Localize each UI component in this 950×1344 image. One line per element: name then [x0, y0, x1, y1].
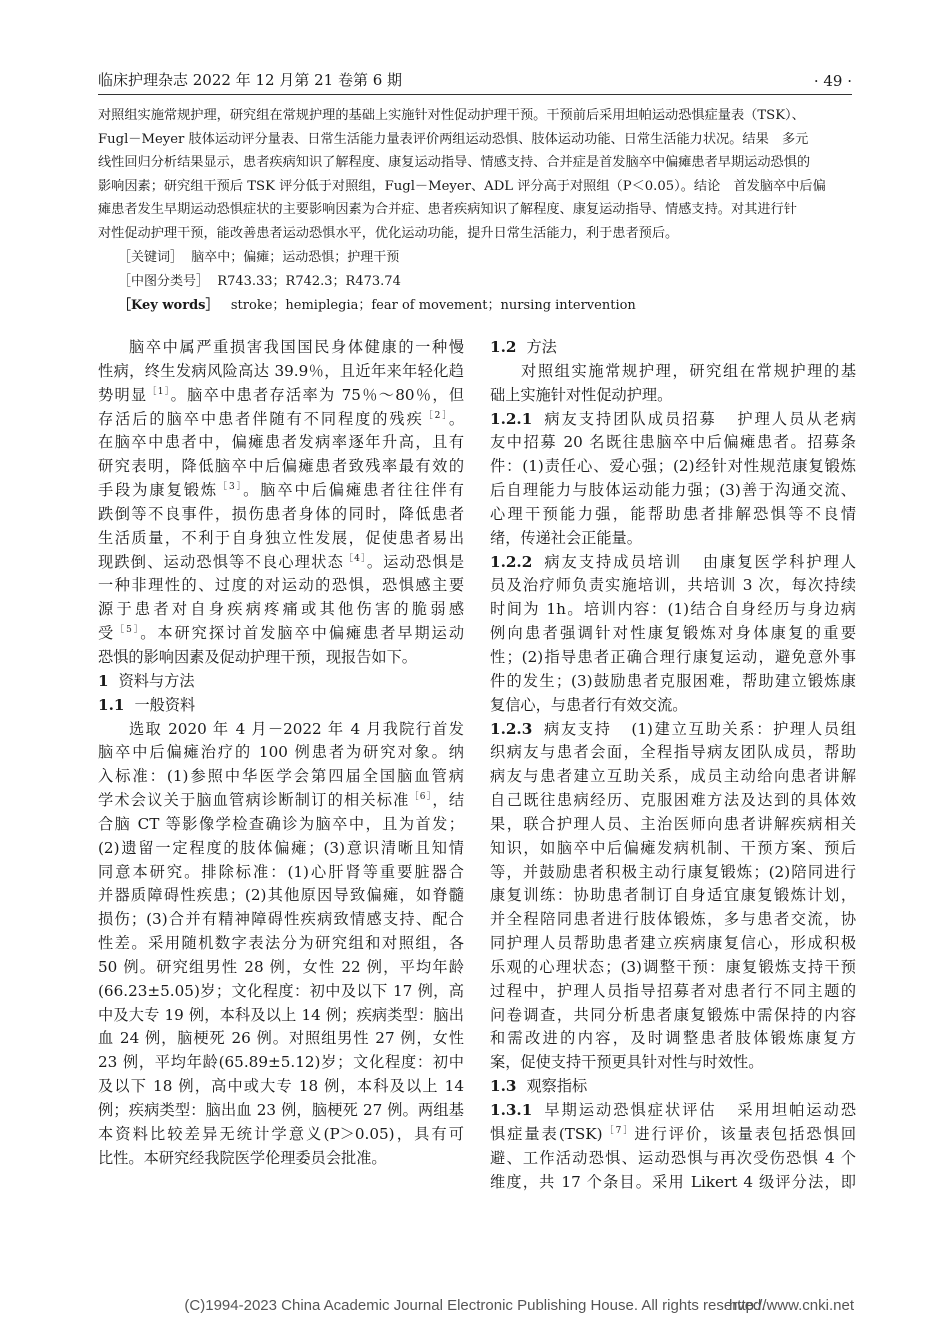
body-line: 生活质量，不利于自身独立性发展，促使患者易出 [98, 528, 464, 547]
left-column [98, 336, 464, 1171]
body-line: 并全程陪同患者进行肢体锻炼，多与患者交流，协 [490, 910, 856, 929]
keywords-en-label: ［Key words］ [118, 298, 219, 313]
body-line: 恐惧的影响因素及促动护理干预，现报告如下。 [98, 647, 417, 666]
body-line: 员及治疗师负责实施培训，共培训 3 次，每次持续 [490, 576, 856, 595]
body-line: 过程中，护理人员指导招募者对患者行不同主题的 [490, 981, 856, 1000]
abstract-line: 瘫患者发生早期运动恐惧症状的主要影响因素为合并症、患者疾病知识了解程度、康复运动指导、情感支持。对其进行针 [98, 202, 797, 218]
cnki-url[interactable]: http://www.cnki.net [728, 1297, 854, 1314]
abstract-line: 对性促动护理干预，能改善患者运动恐惧水平，优化运动功能，提升日常生活能力，利于患者预后。 [98, 225, 679, 241]
body-line: 一种非理性的、过度的对运动的恐惧，恐惧感主要 [98, 576, 464, 595]
body-line: 学术会议关于脑血管病诊断制订的相关标准$^{[6]}$，结 [98, 791, 464, 810]
body-line: 件：(1)责任心、爱心强；(2)经针对性规范康复锻炼 [490, 457, 856, 476]
citation: ［3］ [218, 482, 244, 493]
body-line: 损伤；(3)合并有精神障碍性疾病致情感支持、配合 [98, 910, 464, 929]
body-line: 同意本研究。排除标准：(1)心肝肾等重要脏器合 [98, 862, 464, 881]
body-line: 知识，如脑卒中后偏瘫发病机制、干预方案、预后 [490, 838, 856, 857]
body-line: 1.3.1 早期运动恐惧症状评估 采用坦帕运动恐 [490, 1101, 856, 1119]
classification-label: ［中图分类号］ [118, 274, 210, 289]
body-line: 23 例，平均年龄(65.89±5.12)岁；文化程度：初中 [98, 1053, 464, 1072]
body-line: 案，促使支持干预更具针对性与时效性。 [490, 1053, 764, 1072]
body-line: 避、工作活动恐惧、运动恐惧与再次受伤恐惧 4 个 [490, 1148, 856, 1167]
body-line: 血 24 例，脑梗死 26 例。对照组男性 27 例，女性 [98, 1029, 464, 1048]
body-line: 和需改进的内容，及时调整患者肢体锻炼康复方 [490, 1029, 856, 1048]
body-line: 性病，终生发病风险高达 39.9％，且近年来年轻化趋 [98, 361, 464, 380]
citation: ［2］ [423, 410, 449, 421]
body-line: 复信心，与患者行有效交流。 [490, 695, 688, 714]
body-line: 选取 2020 年 4 月－2022 年 4 月我院行首发 [129, 719, 464, 738]
body-line: 源于患者对自身疾病疼痛或其他伤害的脆弱感 [98, 600, 464, 619]
body-line: 现跌倒、运动恐惧等不良心理状态$^{[4]}$。运动恐惧是 [98, 552, 464, 571]
keywords-value: 脑卒中；偏瘫；运动恐惧；护理干预 [191, 250, 400, 265]
body-line: 例向患者强调针对性康复锻炼对身体康复的重要 [490, 624, 856, 643]
body-line: 1.2.2 病友支持成员培训 由康复医学科护理人 [490, 552, 856, 571]
body-line: 础上实施针对性促动护理。 [490, 385, 673, 404]
body-line: 1.2.3 病友支持 (1)建立互助关系：护理人员组 [490, 719, 856, 738]
body-line: 后自理能力与肢体运动能力强；(3)善于沟通交流、 [490, 481, 856, 500]
body-line: 入标准：(1)参照中华医学会第四届全国脑血管病 [98, 767, 464, 786]
body-line: 受$^{[5]}$。本研究探讨首发脑卒中偏瘫患者早期运动 [98, 624, 464, 643]
citation: ［5］ [115, 625, 141, 636]
body-line: (2)遗留一定程度的肢体偏瘫；(3)意识清晰且知情 [98, 838, 464, 857]
body-line: 康复训练：协助患者制订自身适宜康复锻炼计划， [490, 886, 856, 905]
citation: ［4］ [343, 553, 367, 564]
body-line: 中及大专 19 例，本科及以上 14 例；疾病类型：脑出 [98, 1005, 464, 1024]
body-line: 合脑 CT 等影像学检查确诊为脑卒中，且为首发； [98, 814, 464, 833]
body-line: 势明显$^{[1]}$。脑卒中患者存活率为 75％～80％，但 [98, 385, 464, 404]
body-line: 在脑卒中患者中，偏瘫患者发病率逐年升高，且有 [98, 433, 464, 452]
subsection-heading: 1.1 一般资料 [98, 695, 196, 714]
body-line: 友中招募 20 名既往患脑卒中后偏瘫患者。招募条 [490, 433, 856, 452]
body-line: 问卷调查，共同分析患者康复锻炼中需保持的内容 [490, 1005, 856, 1024]
abstract [98, 104, 854, 246]
body-line: 脑卒中属严重损害我国国民身体健康的一种慢 [129, 338, 464, 356]
body-line: 并器质障碍性疾患；(2)其他原因导致偏瘫，如脊髓 [98, 886, 464, 905]
citation: ［6］ [409, 792, 433, 803]
keywords-label: ［关键词］ [118, 250, 184, 265]
page-number: · 49 · [813, 72, 852, 90]
body-line: 时间为 1h。培训内容：(1)结合自身经历与身边病 [490, 600, 856, 619]
keywords-en-value: stroke；hemiplegia；fear of movement；nursing intervention [230, 298, 636, 313]
keywords-cn [118, 246, 858, 265]
body-line: 存活后的脑卒中患者伴随有不同程度的残疾$^{[2]}$。 [98, 409, 464, 428]
body-line: 维度，共 17 个条目。采用 Likert 4 级评分法，即 [490, 1172, 856, 1191]
section-heading: 1 资料与方法 [98, 671, 195, 690]
copyright-footer [0, 1297, 950, 1314]
abstract-line: 线性回归分析结果显示，患者疾病知识了解程度、康复运动指导、情感支持、合并症是首发脑卒中偏瘫患者早期运动恐惧的 [98, 155, 811, 171]
body-line: 乐观的心理状态；(3)调整干预：康复锻炼支持干预 [490, 957, 856, 976]
body-line: 跌倒等不良事件，损伤患者身体的同时，降低患者 [98, 504, 464, 523]
body-line: 性差。采用随机数字表法分为研究组和对照组，各 [98, 934, 464, 953]
body-line: 本资料比较差异无统计学意义(P＞0.05)，具有可 [98, 1124, 464, 1143]
body-line: 惧症量表(TSK)$^{[7]}$进行评价，该量表包括恐惧回 [490, 1124, 856, 1143]
body-line: 同护理人员帮助患者建立疾病康复信心，形成积极 [490, 934, 856, 953]
abstract-line: Fugl－Meyer 肢体运动评分量表、日常生活能力量表评价两组运动恐惧、肢体运动功能、日常生活能力状况。结果 多元 [98, 131, 809, 147]
citation: ［1］ [147, 386, 171, 397]
body-line: 比性。本研究经我院医学伦理委员会批准。 [98, 1148, 387, 1167]
body-line: 例；疾病类型：脑出血 23 例，脑梗死 27 例。两组基 [98, 1101, 464, 1119]
running-header [98, 64, 852, 95]
body-line: 心理干预能力强，能帮助患者排解恐惧等不良情 [490, 504, 856, 523]
body-line: 件的发生；(3)鼓励患者克服困难，帮助建立锻炼康 [490, 671, 856, 690]
subsection-heading: 1.3 观察指标 [490, 1077, 588, 1096]
subsection-heading: 1.2 方法 [490, 338, 557, 356]
body-line: 1.2.1 病友支持团队成员招募 护理人员从老病 [490, 409, 856, 428]
body-line: 自己既往患病经历、克服困难方法及达到的具体效 [490, 791, 856, 810]
keywords-en [118, 294, 858, 313]
body-line: 织病友与患者会面，全程指导病友团队成员，帮助 [490, 743, 856, 762]
body-line: 手段为康复锻炼$^{[3]}$。脑卒中后偏瘫患者往往伴有 [98, 481, 464, 500]
citation: ［7］ [602, 1125, 635, 1136]
classification-value: R743.33；R742.3；R473.74 [217, 274, 401, 289]
body-line: 病友与患者建立互助关系，成员主动给向患者讲解 [490, 767, 856, 786]
body-line: 50 例。研究组男性 28 例，女性 22 例，平均年龄 [98, 957, 464, 976]
journal-name: 临床护理杂志 2022 年 12 月第 21 卷第 6 期 [98, 71, 403, 89]
body-line: 研究表明，降低脑卒中后偏瘫患者致残率最有效的 [98, 457, 464, 476]
body-line: (66.23±5.05)岁；文化程度：初中及以下 17 例，高 [98, 981, 464, 1000]
body-line: 果，联合护理人员、主治医师向患者讲解疾病相关 [490, 814, 856, 833]
copyright-text: (C)1994-2023 China Academic Journal Electronic Publishing House. All rights reserved. [184, 1297, 766, 1314]
body-line: 绪，传递社会正能量。 [490, 528, 642, 547]
body-line: 性；(2)指导患者正确合理行康复运动，避免意外事 [490, 647, 856, 666]
right-column [490, 336, 856, 1194]
abstract-line: 影响因素；研究组干预后 TSK 评分低于对照组，Fugl－Meyer、ADL 评分高于对照组（P＜0.05）。结论 首发脑卒中后偏 [98, 178, 826, 194]
abstract-line: 对照组实施常规护理，研究组在常规护理的基础上实施针对性促动护理干预。干预前后采用坦帕运动恐惧症量表（TSK）、 [98, 108, 805, 123]
body-line: 及以下 18 例，高中或大专 18 例，本科及以上 14 [98, 1077, 464, 1096]
classification-number [118, 270, 858, 289]
body-line: 对照组实施常规护理，研究组在常规护理的基 [521, 361, 856, 380]
body-line: 脑卒中后偏瘫治疗的 100 例患者为研究对象。纳 [98, 743, 464, 762]
body-line: 等，并鼓励患者积极主动行康复锻炼；(2)陪同进行 [490, 862, 856, 881]
